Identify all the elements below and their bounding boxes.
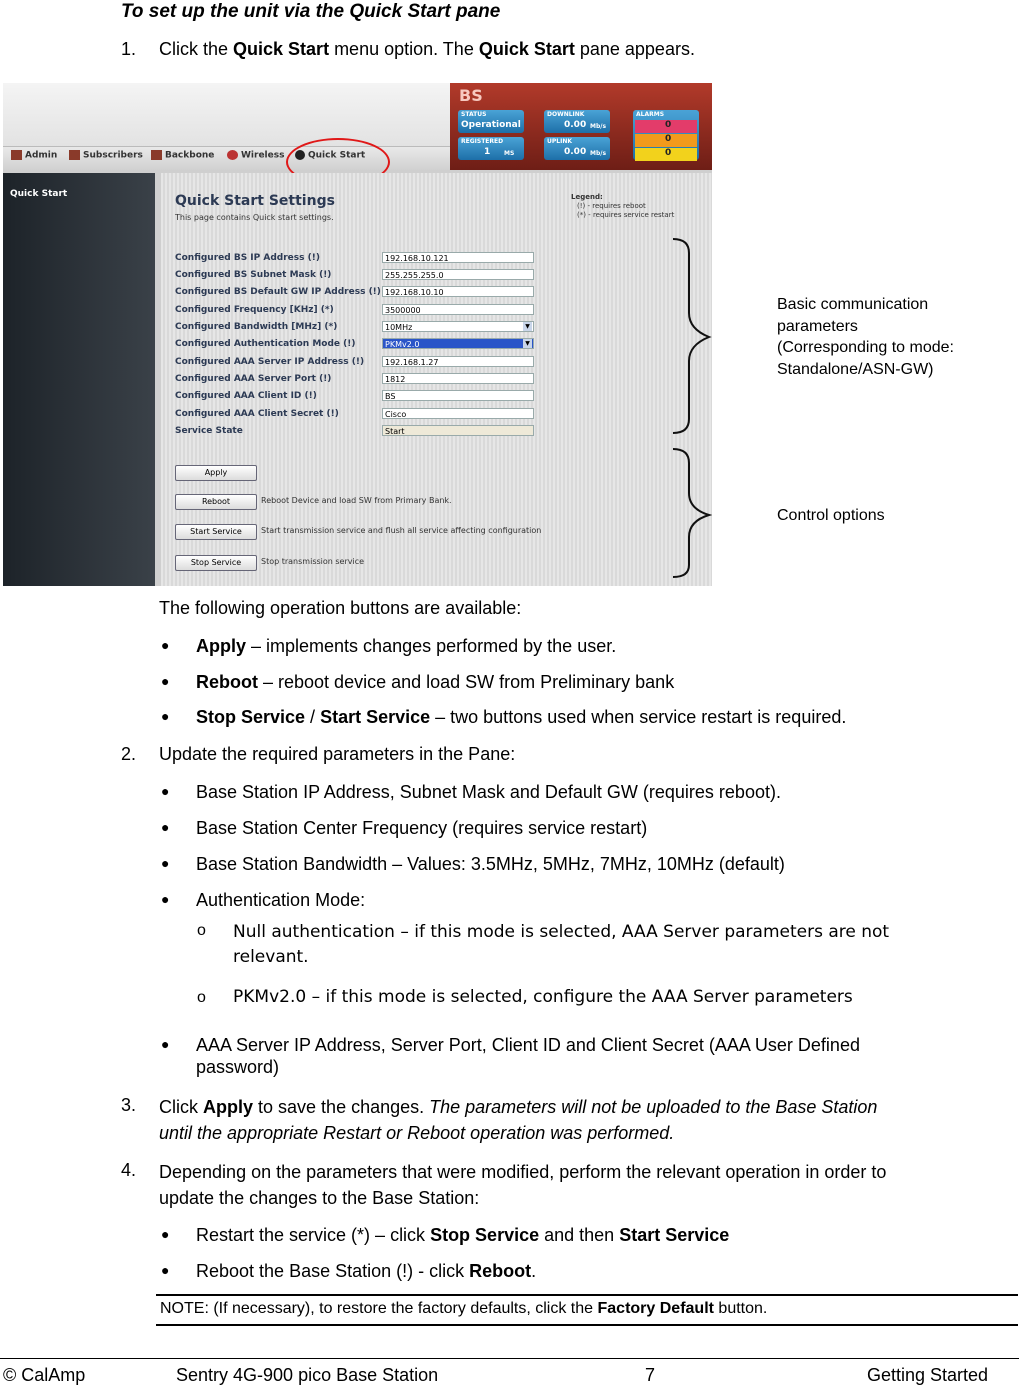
footer-section: Getting Started <box>867 1365 989 1385</box>
step-number: 1. <box>121 39 137 59</box>
bullet: ● <box>161 637 170 653</box>
text: – implements changes performed by the user. <box>246 636 617 656</box>
tile-unit: Mb/s <box>590 150 607 157</box>
bullet: ● <box>161 673 170 689</box>
nav-label: Wireless <box>241 150 285 161</box>
bullet: ● <box>161 819 170 835</box>
sidebar <box>3 173 155 586</box>
subscribers-icon <box>69 150 80 160</box>
field-label: Configured BS Subnet Mask (!) <box>175 270 332 280</box>
footer-product: Sentry 4G-900 pico Base Station <box>176 1365 439 1385</box>
param-item: Base Station Bandwidth – Values: 3.5MHz, 5MHz, 7MHz, 10MHz (default) <box>196 854 785 874</box>
bold-text: Quick Start <box>233 39 330 59</box>
field-label: Configured Bandwidth [MHz] (*) <box>175 322 338 332</box>
pane-subtitle: This page contains Quick start settings. <box>175 213 334 222</box>
apply-button[interactable]: Apply <box>175 465 257 481</box>
bold-text: Stop Service <box>196 707 306 727</box>
tile-label: ALARMS <box>636 111 665 118</box>
bold-text: Quick Start <box>478 39 575 59</box>
param-item: Authentication Mode: <box>196 890 366 910</box>
bullet: ● <box>161 855 170 871</box>
nav-label: Backbone <box>165 150 215 161</box>
quick-start-screenshot <box>3 83 712 586</box>
wireless-icon <box>227 150 238 160</box>
alarm-minor <box>635 148 697 161</box>
aaa-item <box>196 1034 860 1078</box>
op-stop-start <box>196 706 846 728</box>
italic-text: until the appropriate Restart or Reboot operation was performed. <box>159 1123 675 1143</box>
bullet: ● <box>161 1262 170 1278</box>
sub-bullet: o <box>197 989 206 1006</box>
auth-mode-select[interactable] <box>382 338 534 349</box>
bullet: ● <box>161 708 170 724</box>
text: to save the changes. <box>253 1097 430 1117</box>
restart-item <box>196 1224 729 1246</box>
chevron-down-icon: ▼ <box>523 322 532 331</box>
alarm-critical <box>635 120 697 133</box>
field-label: Configured AAA Client ID (!) <box>175 391 317 401</box>
basic-params-brace <box>673 239 709 433</box>
nav-wireless[interactable] <box>227 150 284 161</box>
nav-label: Subscribers <box>83 150 143 161</box>
bs-ip-input[interactable]: 192.168.10.121 <box>382 252 534 263</box>
alarm-count: 0 <box>665 120 672 130</box>
control-options-brace <box>673 449 709 577</box>
note-top-rule <box>156 1294 1018 1296</box>
field-label: Configured AAA Server Port (!) <box>175 374 332 384</box>
footer-page-number: 7 <box>645 1365 656 1385</box>
text: Null authentication – if this mode is selected, AAA Server parameters are not <box>233 922 890 942</box>
ops-intro: The following operation buttons are available: <box>159 598 522 618</box>
alarm-count: 0 <box>665 134 672 144</box>
alarm-count: 0 <box>665 148 672 158</box>
sidebar-item-quick-start[interactable]: Quick Start <box>10 189 68 199</box>
text: pane appears. <box>574 39 695 59</box>
bandwidth-select[interactable] <box>382 321 534 332</box>
aaa-server-port-input[interactable]: 1812 <box>382 373 534 384</box>
note-bottom-rule <box>156 1324 1018 1326</box>
text: Depending on the parameters that were modified, perform the relevant operation in order to <box>159 1162 887 1182</box>
step-2: Update the required parameters in the Pane: <box>159 744 516 764</box>
bold-text: Factory Default <box>597 1300 714 1317</box>
text: Reboot the Base Station (!) - click <box>196 1261 470 1281</box>
field-label: Configured Authentication Mode (!) <box>175 339 356 349</box>
field-label: Configured BS Default GW IP Address (!) <box>175 287 381 297</box>
bs-subnet-input[interactable]: 255.255.255.0 <box>382 269 534 280</box>
text: . <box>531 1261 537 1281</box>
field-label: Configured AAA Server IP Address (!) <box>175 357 365 367</box>
bold-text: Start Service <box>320 707 431 727</box>
note <box>160 1300 767 1318</box>
select-value: PKMv2.0 <box>385 340 420 349</box>
backbone-icon <box>151 150 162 160</box>
quick-start-pane <box>161 173 712 586</box>
callout-control-options: Control options <box>777 507 885 524</box>
bullet: ● <box>161 891 170 907</box>
button-description: Reboot Device and load SW from Primary Bank. <box>261 496 452 505</box>
registered-tile <box>458 137 524 160</box>
tile-value: 1 <box>484 147 491 157</box>
nav-label: Quick Start <box>308 150 366 161</box>
text: update the changes to the Base Station: <box>159 1188 480 1208</box>
bs-status-panel <box>450 83 712 170</box>
footer-copyright: © CalAmp <box>3 1365 86 1385</box>
param-item: Base Station IP Address, Subnet Mask and Default GW (requires reboot). <box>196 782 781 802</box>
callout-basic-params <box>777 294 954 380</box>
chevron-down-icon: ▼ <box>523 339 532 348</box>
aaa-client-secret-input[interactable]: Cisco <box>382 408 534 419</box>
text: / <box>305 707 321 727</box>
step-number: 4. <box>121 1160 137 1180</box>
step-3 <box>159 1094 877 1146</box>
step-number: 3. <box>121 1095 137 1115</box>
bs-gateway-input[interactable]: 192.168.10.10 <box>382 286 534 297</box>
select-value: 10MHz <box>385 323 413 332</box>
frequency-input[interactable]: 3500000 <box>382 304 534 315</box>
tile-label: UPLINK <box>547 138 572 145</box>
aaa-client-id-input[interactable]: BS <box>382 390 534 401</box>
text: AAA Server IP Address, Server Port, Client ID and Client Secret (AAA User Defined <box>196 1035 860 1055</box>
text: password) <box>196 1057 280 1077</box>
italic-text: The parameters will not be uploaded to the Base Station <box>429 1097 878 1117</box>
tile-unit: MS <box>504 150 515 157</box>
legend-title: Legend: <box>571 193 603 201</box>
bold-text: Apply <box>203 1097 254 1117</box>
param-item: Base Station Center Frequency (requires service restart) <box>196 818 648 838</box>
legend-item: (!) - requires reboot <box>577 202 646 210</box>
callout-line: parameters <box>777 317 858 335</box>
field-label: Configured Frequency [KHz] (*) <box>175 305 334 315</box>
bold-text: Apply <box>196 636 247 656</box>
tile-label: DOWNLINK <box>547 111 585 118</box>
callout-line: (Corresponding to mode: <box>777 339 954 356</box>
text: menu option. The <box>329 39 479 59</box>
op-apply <box>196 635 616 657</box>
uplink-tile <box>544 137 610 160</box>
bold-text: Reboot <box>196 672 258 692</box>
text: Click the <box>159 39 234 59</box>
service-state-value: Start <box>382 425 534 436</box>
downlink-tile <box>544 110 610 133</box>
field-label: Service State <box>175 426 243 436</box>
bullet: ● <box>161 783 170 799</box>
status-tile <box>458 110 524 133</box>
pane-title: Quick Start Settings <box>175 193 335 209</box>
sub-bullet: o <box>197 922 206 939</box>
text: NOTE: (If necessary), to restore the factory defaults, click the <box>160 1300 598 1317</box>
admin-icon <box>11 150 22 160</box>
tile-unit: Mb/s <box>590 123 607 130</box>
tile-value: 0.00 <box>564 120 587 130</box>
button-description: Stop transmission service <box>261 557 365 566</box>
tile-label: STATUS <box>461 111 487 118</box>
text: – reboot device and load SW from Preliminary bank <box>258 672 675 692</box>
bullet: ● <box>161 1036 170 1052</box>
bs-title: BS <box>459 86 483 105</box>
start-service-button[interactable]: Start Service <box>175 524 257 540</box>
reboot-button[interactable]: Reboot <box>175 494 257 510</box>
callout-line: Standalone/ASN-GW) <box>777 360 934 378</box>
text: button. <box>713 1300 768 1317</box>
bold-text: Reboot <box>469 1261 532 1281</box>
text: Click <box>159 1097 203 1117</box>
tile-label: REGISTERED <box>461 138 504 145</box>
stop-service-button[interactable]: Stop Service <box>175 555 257 571</box>
tile-value: 0.00 <box>564 147 587 157</box>
nav-subscribers[interactable] <box>69 150 143 161</box>
section-heading: To set up the unit via the Quick Start pane <box>121 1 501 22</box>
callout-line: Basic communication <box>777 296 929 313</box>
auth-pkm: PKMv2.0 – if this mode is selected, configure the AAA Server parameters <box>233 987 853 1007</box>
auth-null <box>233 920 889 970</box>
bullet: ● <box>161 1226 170 1242</box>
nav-label: Admin <box>25 150 58 161</box>
brace-graphics <box>669 233 712 586</box>
step-4 <box>159 1159 886 1211</box>
text: – two buttons used when service restart is required. <box>430 707 847 727</box>
field-label: Configured BS IP Address (!) <box>175 253 320 263</box>
button-description: Start transmission service and flush all service affecting configuration <box>261 526 542 535</box>
nav-backbone[interactable] <box>151 150 214 161</box>
legend-item: (*) - requires service restart <box>577 211 675 219</box>
nav-admin[interactable] <box>11 150 57 161</box>
alarm-major <box>635 134 697 147</box>
text: Restart the service (*) – click <box>196 1225 431 1245</box>
footer-rule <box>0 1358 1019 1359</box>
tile-value: Operational <box>461 120 521 130</box>
op-reboot <box>196 671 674 693</box>
step-number: 2. <box>121 744 137 764</box>
aaa-server-ip-input[interactable]: 192.168.1.27 <box>382 356 534 367</box>
legend <box>571 193 674 220</box>
field-label: Configured AAA Client Secret (!) <box>175 409 339 419</box>
bold-text: Stop Service <box>430 1225 540 1245</box>
bold-text: Start Service <box>619 1225 730 1245</box>
text: relevant. <box>233 947 309 967</box>
reboot-item <box>196 1260 536 1282</box>
step-1 <box>121 38 695 60</box>
text: and then <box>539 1225 620 1245</box>
